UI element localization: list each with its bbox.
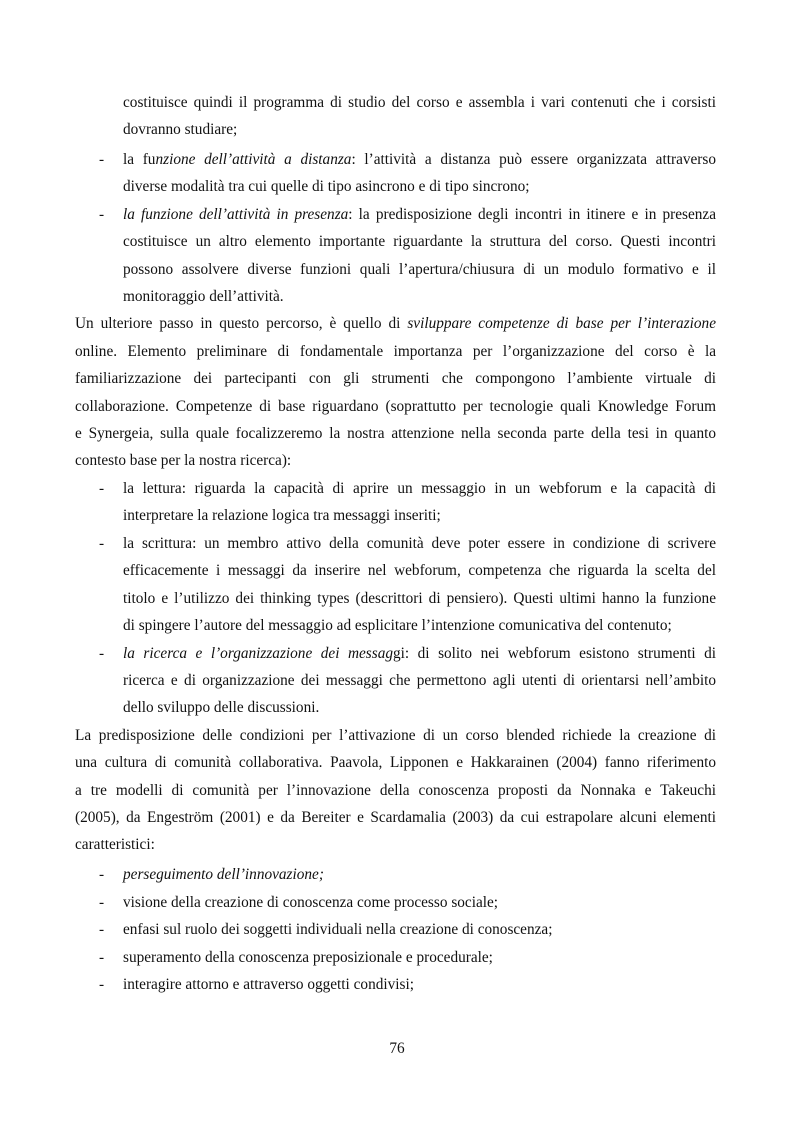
text-span: : l’attività a distanza può essere organizzata attraverso xyxy=(351,151,716,168)
paragraph-line: caratteristici: xyxy=(75,836,155,853)
italic-span: sviluppare competenze di base per l’interazione xyxy=(407,315,716,332)
page-number: 76 xyxy=(389,1040,405,1057)
text-span: : la predisposizione degli incontri in itinere e in presenza xyxy=(348,206,716,223)
paragraph-line: una cultura di comunità collaborativa. Paavola, Lipponen e Hakkarainen (2004) fanno riferimento xyxy=(75,754,716,771)
text-span: la fu xyxy=(123,151,156,168)
text-line: efficacemente i messaggi da inserire nel webforum, competenza che riguarda la scelta del xyxy=(123,562,716,579)
bullet-dash: - xyxy=(99,921,105,938)
list-item: superamento della conoscenza preposizionale e procedurale; xyxy=(123,949,493,966)
text-line: interpretare la relazione logica tra messaggi inseriti; xyxy=(123,507,441,524)
text-span: Un ulteriore passo in questo percorso, è quello di xyxy=(75,315,408,332)
text-line: dello sviluppo delle discussioni. xyxy=(123,699,320,716)
list-item: visione della creazione di conoscenza come processo sociale; xyxy=(123,894,499,911)
bullet-dash: - xyxy=(99,866,105,883)
text-line: diverse modalità tra cui quelle di tipo asincrono e di tipo sincrono; xyxy=(123,178,530,195)
bullet-dash: - xyxy=(99,894,105,911)
bullet-dash: - xyxy=(99,535,105,552)
paragraph-line: La predisposizione delle condizioni per l’attivazione di un corso blended richiede la creazione di xyxy=(75,727,716,744)
italic-span: perseguimento dell’innovazione; xyxy=(123,866,324,883)
bullet-dash: - xyxy=(99,645,105,662)
list-item: enfasi sul ruolo dei soggetti individuali nella creazione di conoscenza; xyxy=(123,921,553,938)
text-line: di spingere l’autore del messaggio ad esplicitare l’intenzione comunicativa del contenuto; xyxy=(123,617,672,634)
bullet-dash: - xyxy=(99,949,105,966)
paragraph-line: contesto base per la nostra ricerca): xyxy=(75,452,292,469)
paragraph-line xyxy=(75,314,716,334)
list-item: la scrittura: un membro attivo della comunità deve poter essere in condizione di scrivere xyxy=(123,535,716,552)
italic-span: la ricerca e l’organizzazione dei messag xyxy=(123,645,393,662)
bullet-dash: - xyxy=(99,976,105,993)
list-item: interagire attorno e attraverso oggetti condivisi; xyxy=(123,976,414,993)
text-line: possono assolvere diverse funzioni quali l’apertura/chiusura di un modulo formativo e il xyxy=(123,261,716,278)
italic-span: nzione dell’attività a distanza xyxy=(155,151,352,168)
text-line: ricerca e di organizzazione dei messaggi che permettono agli utenti di orientarsi nell’ambito xyxy=(123,672,716,689)
text-line: costituisce quindi il programma di studio del corso e assembla i vari contenuti che i corsisti xyxy=(123,94,716,111)
text-span: gi: di solito nei webforum esistono strumenti di xyxy=(393,645,716,662)
bullet-dash: - xyxy=(99,206,105,223)
bullet-dash: - xyxy=(99,151,105,168)
text-line: titolo e l’utilizzo dei thinking types (descrittori di pensiero). Questi ultimi hanno la funzione xyxy=(123,590,716,607)
paragraph-line: collaborazione. Competenze di base riguardano (soprattutto per tecnologie quali Knowledge Forum xyxy=(75,398,716,415)
paragraph-line: online. Elemento preliminare di fondamentale importanza per l’organizzazione del corso è la xyxy=(75,343,716,360)
text-line: dovranno studiare; xyxy=(123,121,238,138)
list-item xyxy=(123,644,716,664)
paragraph-line: familiarizzazione dei partecipanti con gli strumenti che compongono l’ambiente virtuale di xyxy=(75,370,716,387)
list-item xyxy=(123,150,716,170)
list-item: la lettura: riguarda la capacità di aprire un messaggio in un webforum e la capacità di xyxy=(123,480,716,497)
italic-span: la funzione dell’attività in presenza xyxy=(123,206,349,223)
paragraph-line: a tre modelli di comunità per l’innovazione della conoscenza proposti da Nonnaka e Takeuchi xyxy=(75,782,716,799)
paragraph-line: e Synergeia, sulla quale focalizzeremo la nostra attenzione nella seconda parte della tesi in quanto xyxy=(75,425,716,442)
text-line: costituisce un altro elemento importante riguardante la struttura del corso. Questi incontri xyxy=(123,233,716,250)
text-line: monitoraggio dell’attività. xyxy=(123,288,284,305)
list-item xyxy=(123,205,716,225)
paragraph-line: (2005), da Engeström (2001) e da Bereiter e Scardamalia (2003) da cui estrapolare alcuni elementi xyxy=(75,809,716,826)
bullet-dash: - xyxy=(99,480,105,497)
list-item xyxy=(123,865,324,885)
